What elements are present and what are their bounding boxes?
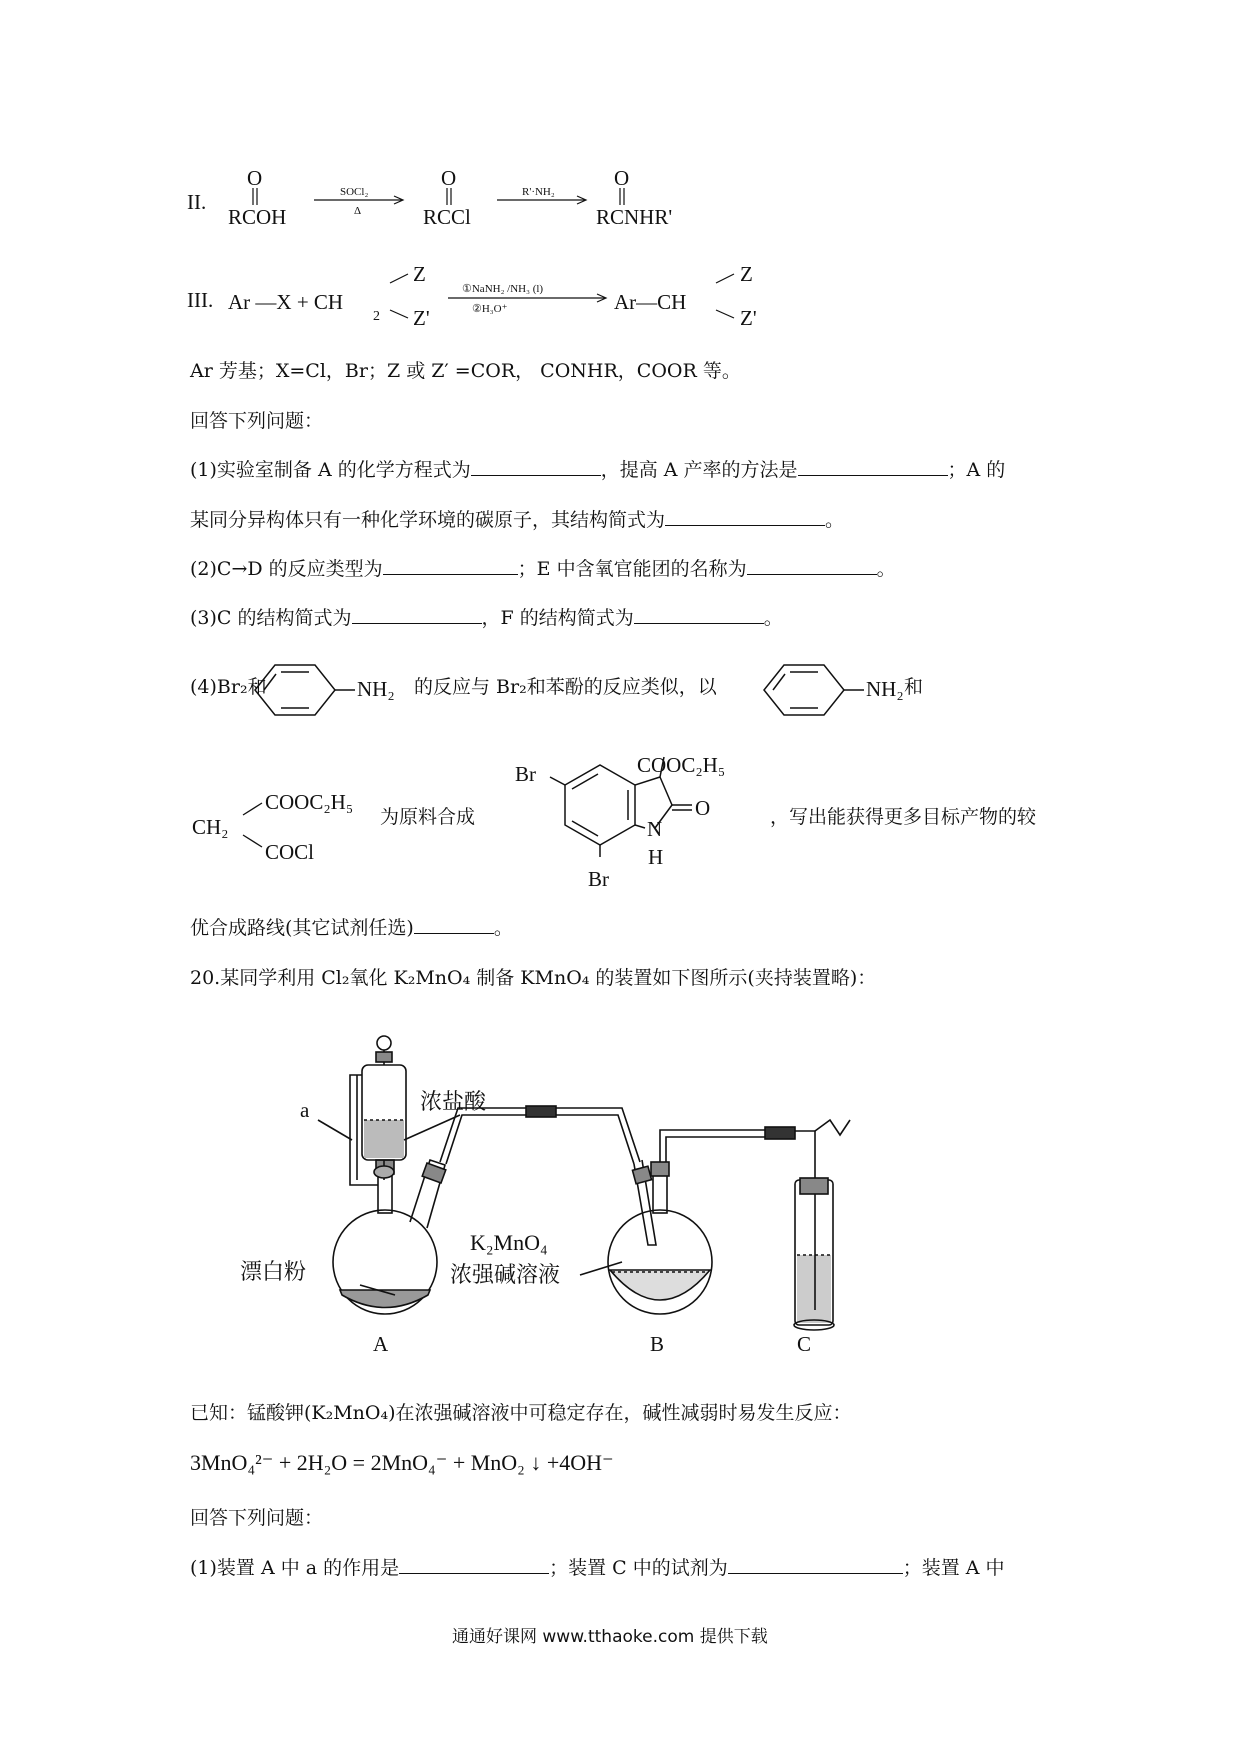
q3-text-b: ，F 的结构简式为: [481, 607, 634, 629]
q3-text-a: (3)C 的结构简式为: [190, 607, 352, 629]
aniline-nh2-1: NH₂: [357, 677, 395, 701]
q4-text-c: 和: [904, 676, 924, 698]
disproportionation-equation: 3MnO₄²⁻ + 2H₂O = 2MnO₄⁻ + MnO₂ ↓ +4OH⁻: [190, 1450, 614, 1475]
page-footer: 通通好课网 www.tthaoke.com 提供下载: [452, 1627, 768, 1647]
q4-text-b: 的反应与 Br₂和苯酚的反应类似，以: [414, 676, 717, 698]
amide-formula: RCNHR': [596, 205, 673, 229]
reactant-z-prime: Z': [413, 306, 430, 330]
label-a: a: [300, 1098, 310, 1122]
q1-text-c: ；A 的: [947, 459, 1006, 481]
condition-2: ②H₃O⁺: [472, 303, 508, 315]
product-z-prime: Z': [740, 306, 757, 330]
reagent-amine: R'·NH₂: [522, 186, 555, 198]
product-z: Z: [740, 262, 753, 286]
label-k2mno4: K₂MnO₄: [470, 1230, 548, 1255]
q20-1-text-c: ；装置 A 中: [902, 1557, 1005, 1579]
label-alkali-solution: 浓强碱溶液: [450, 1263, 561, 1288]
q4-text-a: (4)Br₂和: [190, 676, 267, 698]
q4-text-f: 优合成路线(其它试剂任选): [190, 917, 414, 939]
product-ar-ch: Ar—CH: [614, 290, 687, 314]
target-nh-h: H: [648, 845, 664, 869]
reaction-ii-label: II.: [187, 190, 207, 214]
note-text: Ar 芳基；X=Cl，Br；Z 或 Z′ =COR， CONHR，COOR 等。: [190, 360, 741, 382]
condition-1: ①NaNH₂ /NH₃ (l): [462, 283, 544, 295]
aniline-nh2-2: NH₂: [866, 677, 904, 701]
amide-carbonyl-o: O: [614, 166, 630, 190]
q20-1-blank-2[interactable]: [728, 1557, 903, 1574]
question-20-1: [190, 1557, 1005, 1580]
q2-text-a: (2)C→D 的反应类型为: [190, 558, 383, 580]
q4-text-e: ，写出能获得更多目标产物的较: [770, 806, 1037, 828]
q4-text-d: 为原料合成: [380, 806, 476, 828]
acyl-carbonyl-o: O: [441, 166, 457, 190]
aryl-halide-plus-ch: Ar —X + CH: [228, 290, 344, 314]
target-carbonyl-o: O: [695, 796, 711, 820]
q20-1-blank-1[interactable]: [399, 1557, 549, 1574]
q1-end: 。: [825, 509, 845, 531]
target-br-top: Br: [515, 762, 536, 786]
label-hcl: 浓盐酸: [420, 1090, 487, 1115]
q20-1-text-a: (1)装置 A 中 a 的作用是: [190, 1557, 400, 1579]
label-bleaching-powder: 漂白粉: [240, 1260, 307, 1285]
q2-end: 。: [876, 558, 896, 580]
target-n: N: [647, 817, 663, 841]
known-info: 已知：锰酸钾(K₂MnO₄)在浓强碱溶液中可稳定存在，碱性减弱时易发生反应：: [190, 1402, 852, 1424]
answer-prompt-2: 回答下列问题：: [190, 1507, 324, 1529]
reagent-heat: Δ: [354, 205, 362, 217]
reactant-z: Z: [413, 262, 426, 286]
reagent-socl2: SOCl₂: [340, 186, 369, 198]
q2-text-b: ；E 中含氧官能团的名称为: [517, 558, 747, 580]
q20-1-text-b: ；装置 C 中的试剂为: [549, 1557, 728, 1579]
reaction-iii-label: III.: [187, 288, 214, 312]
ch2-subscript: 2: [373, 309, 380, 324]
q4-end: 。: [493, 917, 513, 939]
q1-text-b: ，提高 A 产率的方法是: [600, 459, 798, 481]
malonate-ester: COOC₂H₅: [265, 790, 354, 814]
q1-text-a: (1)实验室制备 A 的化学方程式为: [190, 459, 471, 481]
label-bottle-c: C: [797, 1332, 812, 1356]
acyl-chloride-formula: RCCl: [423, 205, 471, 229]
question-20-title: 20.某同学利用 Cl₂氧化 K₂MnO₄ 制备 KMnO₄ 的装置如下图所示(夹持装置略)：: [190, 967, 877, 989]
q1-text-d: 某同分异构体只有一种化学环境的碳原子，其结构简式为: [190, 509, 666, 531]
label-flask-b: B: [650, 1332, 665, 1356]
malonate-acyl-chloride: COCl: [265, 840, 315, 864]
acid-carbonyl-o: O: [247, 166, 263, 190]
q3-end: 。: [763, 607, 783, 629]
target-br-bottom: Br: [588, 867, 609, 891]
answer-prompt: 回答下列问题：: [190, 410, 324, 432]
target-ester: COOC₂H₅: [637, 753, 726, 777]
acid-formula: RCOH: [228, 205, 287, 229]
malonate-ch2: CH₂: [192, 815, 229, 839]
label-flask-a: A: [373, 1332, 389, 1356]
